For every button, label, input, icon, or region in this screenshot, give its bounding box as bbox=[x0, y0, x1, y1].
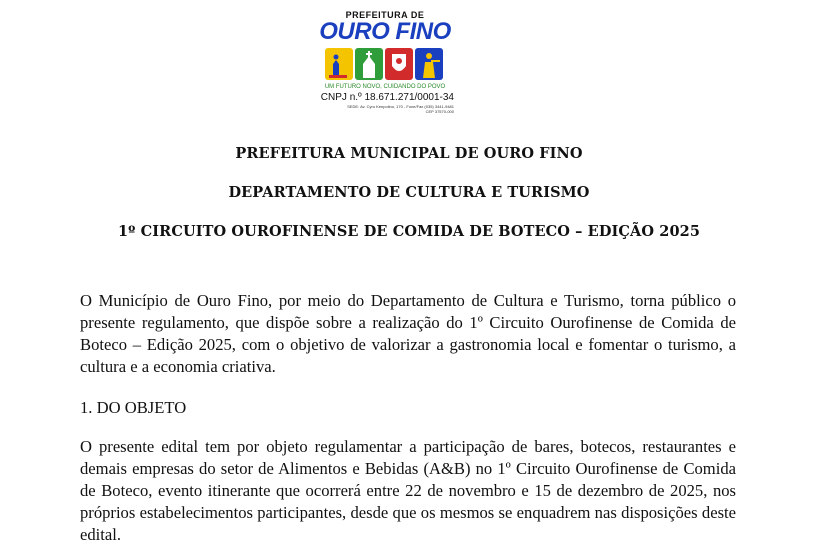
heading-circuito: 1º CIRCUITO OUROFINENSE DE COMIDA DE BOTECO – EDIÇÃO 2025 bbox=[117, 223, 701, 240]
objeto-paragraph: O presente edital tem por objeto regulamentar a participação de bares, botecos, restaurantes e demais empresas do setor de Alimentos e Bebidas (A&B) no 1º Circuito Ourofinense de Comida de Boteco, evento itinerante que ocorrerá entre 22 de novembro e 15 de dezembro de 2025, nos próprios estabelecimentos participantes, desde que os mesmos se enquadrem nas disposições deste edital. bbox=[80, 437, 736, 544]
heading-departamento: DEPARTAMENTO DE CULTURA E TURISMO bbox=[228, 184, 590, 201]
logo-emblem-icon bbox=[323, 46, 447, 82]
logo-brand-name: OURO FINO bbox=[319, 18, 451, 45]
logo-address-line1: SEDE: Av. Cyro Kenpolino, 170 - Fone/Fax (035) 3441-9481 bbox=[347, 104, 454, 109]
section-title-objeto: 1. DO OBJETO bbox=[80, 398, 187, 417]
logo-top-line: PREFEITURA DE bbox=[345, 10, 425, 20]
logo-slogan: UM FUTURO NOVO, CUIDANDO DO POVO bbox=[324, 84, 446, 90]
logo-cnpj: CNPJ n.º 18.671.271/0001-34 bbox=[320, 92, 454, 103]
prefeitura-logo bbox=[310, 10, 460, 122]
intro-paragraph: O Município de Ouro Fino, por meio do Departamento de Cultura e Turismo, torna público o presente regulamento, que dispõe sobre a realização do 1º Circuito Ourofinense de Comida de Boteco – Edição 2025, com o objetivo de valorizar a gastronomia local e fomentar o turismo, a cultura e a economia criativa. bbox=[80, 291, 736, 376]
logo-address-line2: CEP 37570-000 bbox=[425, 109, 454, 114]
heading-prefeitura: PREFEITURA MUNICIPAL DE OURO FINO bbox=[235, 145, 583, 162]
